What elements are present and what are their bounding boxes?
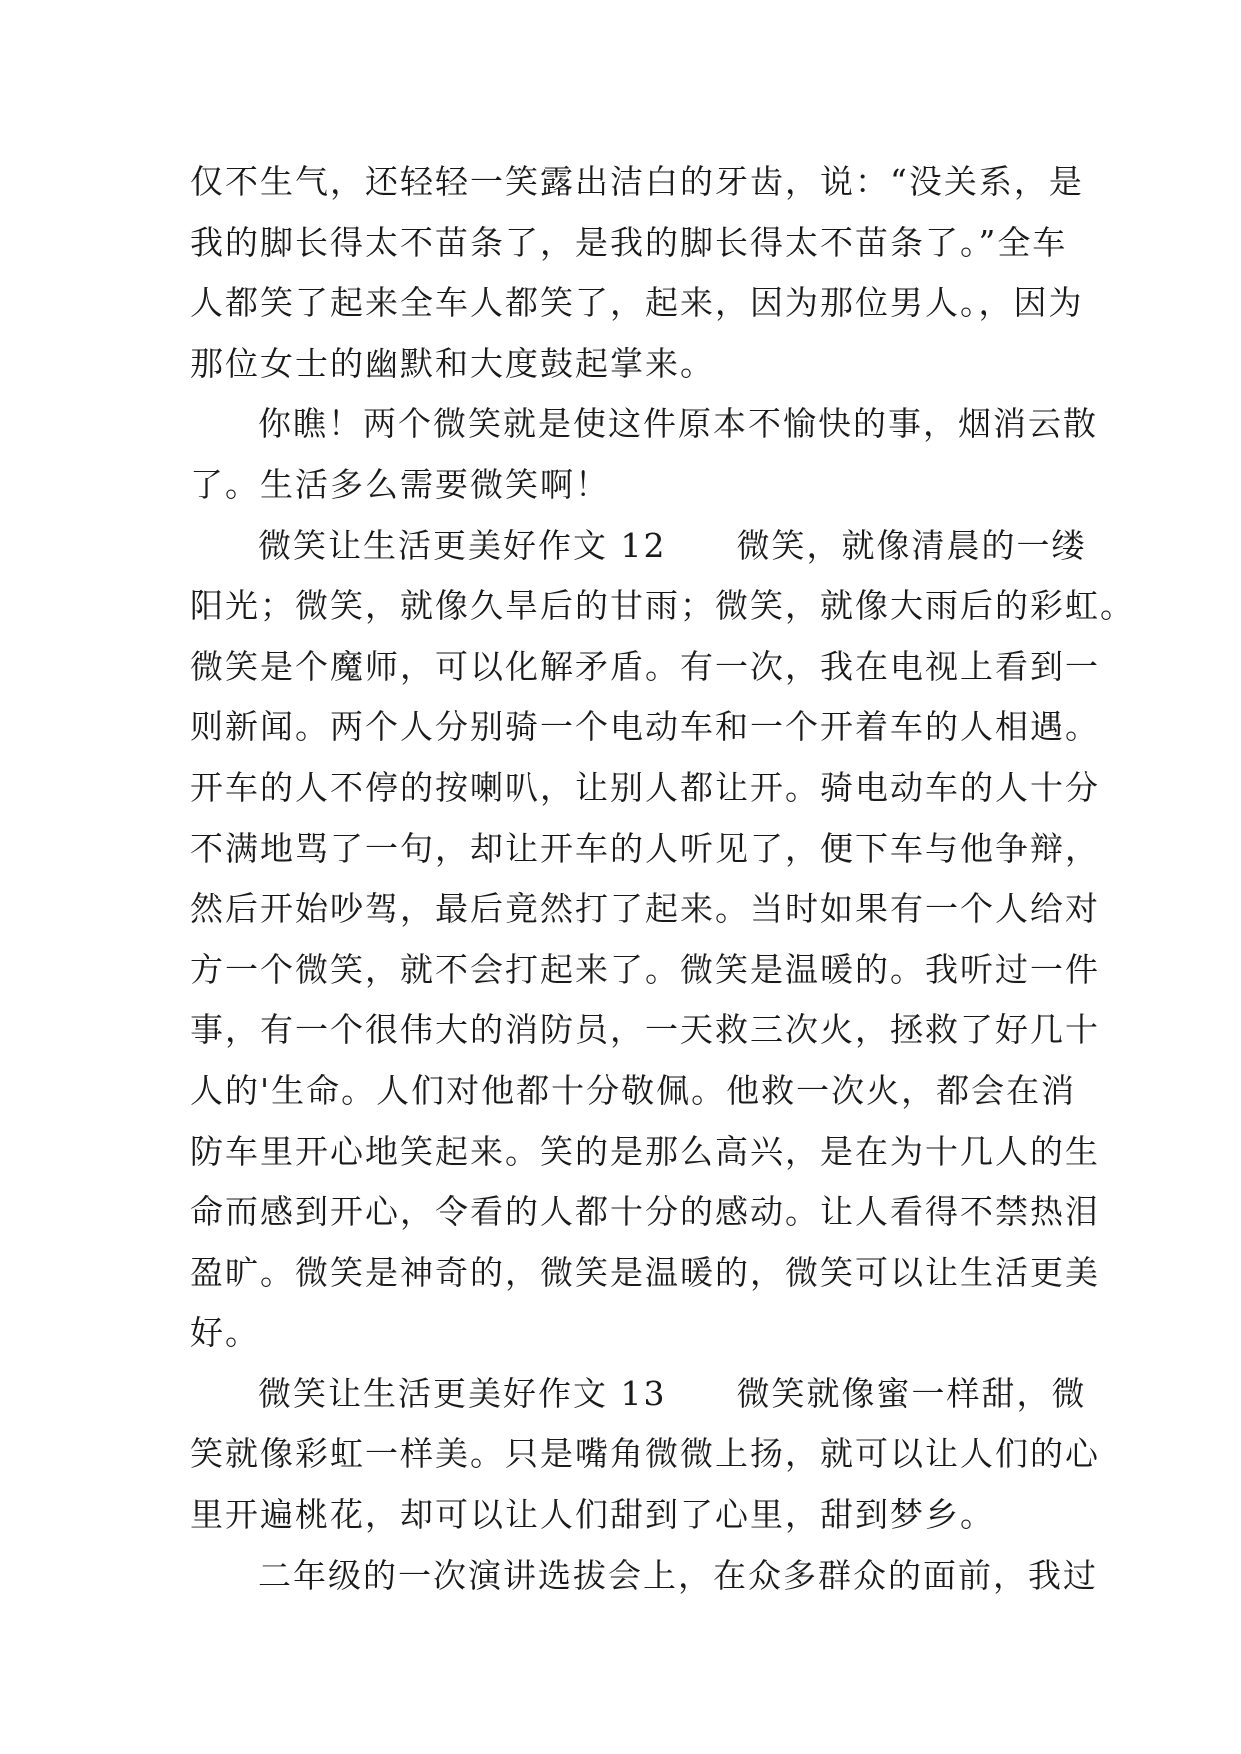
essay-heading-line: 微笑让生活更美好作文 12 微笑，就像清晨的一缕 bbox=[258, 525, 1087, 565]
text-line: 了。生活多么需要微笑啊！ bbox=[190, 464, 610, 504]
text-line: 仅不生气，还轻轻一笑露出洁白的牙齿，说：“没关系，是 bbox=[190, 162, 1084, 201]
text-line: 里开遍桃花，却可以让人们甜到了心里，甜到梦乡。 bbox=[190, 1495, 995, 1535]
text-line: 则新闻。两个人分别骑一个电动车和一个开着车的人相遇。 bbox=[190, 707, 1100, 747]
text-line: 防车里开心地笑起来。笑的是那么高兴，是在为十几人的生 bbox=[190, 1131, 1100, 1171]
text-line: 方一个微笑，就不会打起来了。微笑是温暖的。我听过一件 bbox=[190, 949, 1100, 989]
text-line: 微笑是个魔师，可以化解矛盾。有一次，我在电视上看到一 bbox=[190, 646, 1100, 686]
paragraph-start-line: 二年级的一次演讲选拔会上，在众多群众的面前，我过 bbox=[258, 1555, 1098, 1595]
essay-heading-line: 微笑让生活更美好作文 13 微笑就像蜜一样甜，微 bbox=[258, 1373, 1087, 1413]
text-line: 人的'生命。人们对他都十分敬佩。他救一次火，都会在消 bbox=[190, 1070, 1077, 1110]
paragraph-start-line: 你瞧！两个微笑就是使这件原本不愉快的事，烟消云散 bbox=[258, 404, 1098, 444]
essay-body bbox=[190, 152, 1135, 1606]
text-line: 命而感到开心，令看的人都十分的感动。让人看得不禁热泪 bbox=[190, 1192, 1100, 1232]
text-line: 笑就像彩虹一样美。只是嘴角微微上扬，就可以让人们的心 bbox=[190, 1434, 1100, 1474]
text-line: 然后开始吵驾，最后竟然打了起来。当时如果有一个人给对 bbox=[190, 889, 1100, 929]
text-line: 不满地骂了一句，却让开车的人听见了，便下车与他争辩， bbox=[190, 828, 1100, 868]
text-line: 人都笑了起来全车人都笑了，起来，因为那位男人。，因为 bbox=[190, 283, 1084, 323]
text-line: 我的脚长得太不苗条了，是我的脚长得太不苗条了。”全车 bbox=[190, 222, 1068, 262]
text-line: 好。 bbox=[190, 1313, 260, 1353]
text-line: 盈旷。微笑是神奇的，微笑是温暖的，微笑可以让生活更美 bbox=[190, 1252, 1100, 1292]
text-line: 阳光；微笑，就像久旱后的甘雨；微笑，就像大雨后的彩虹。 bbox=[190, 586, 1135, 626]
text-line: 事，有一个很伟大的消防员，一天救三次火，拯救了好几十 bbox=[190, 1010, 1100, 1050]
text-line: 开车的人不停的按喇叭，让别人都让开。骑电动车的人十分 bbox=[190, 767, 1100, 807]
text-line: 那位女士的幽默和大度鼓起掌来。 bbox=[190, 343, 715, 383]
